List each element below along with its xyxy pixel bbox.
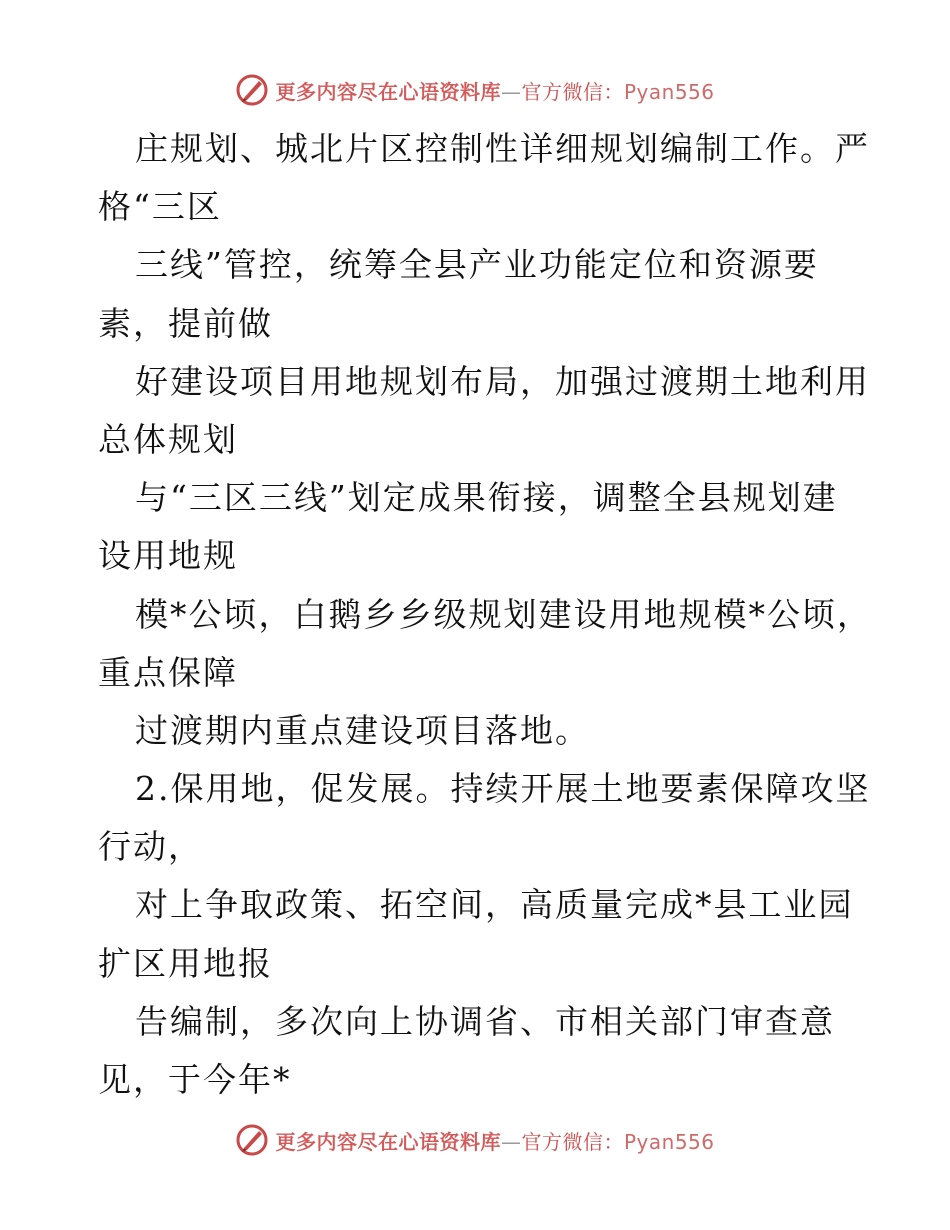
watermark-wechat-label: 官方微信： [521, 1129, 624, 1154]
text-line: 对上争取政策、拓空间，高质量完成*县工业园 [135, 885, 854, 925]
text-line: 总体规划 [98, 419, 238, 459]
watermark-text [275, 1126, 714, 1155]
text-line: 告编制，多次向上协调省、市相关部门审查意 [135, 1001, 835, 1041]
watermark-wechat-id: Pyan556 [623, 79, 715, 104]
watermark-brand: 更多内容尽在心语资料库 [275, 79, 501, 104]
text-line: 行动， [98, 827, 203, 867]
document-body [98, 120, 872, 1109]
watermark-wechat-label: 官方微信： [521, 79, 624, 104]
text-line: 庄规划、城北片区控制性详细规划编制工作。严 [135, 129, 870, 168]
text-line: 过渡期内重点建设项目落地。 [135, 710, 590, 750]
footer-watermark [0, 1120, 950, 1160]
header-watermark [0, 70, 950, 110]
watermark-brand: 更多内容尽在心语资料库 [275, 1129, 501, 1154]
watermark-wechat-id: Pyan556 [623, 1129, 715, 1154]
text-line: 设用地规 [98, 536, 238, 576]
text-line: 2.保用地，促发展。持续开展土地要素保障攻坚 [135, 769, 871, 809]
text-line: 重点保障 [98, 652, 238, 692]
text-line: 格“三区 [98, 187, 222, 227]
watermark-separator: — [500, 1129, 522, 1154]
quill-pen-logo-icon [235, 1123, 269, 1157]
text-line: 与“三区三线”划定成果衔接，调整全县规划建 [135, 478, 838, 518]
text-line: 见，于今年* [98, 1060, 292, 1099]
watermark-separator: — [500, 79, 522, 104]
text-line: 模*公顷，白鹅乡乡级规划建设用地规模*公顷， [135, 594, 872, 634]
text-line: 扩区用地报 [98, 943, 273, 983]
watermark-text [275, 76, 714, 105]
text-line: 三线”管控，统筹全县产业功能定位和资源要 [135, 245, 819, 285]
text-line: 好建设项目用地规划布局，加强过渡期土地利用 [135, 361, 870, 401]
quill-pen-logo-icon [235, 73, 269, 107]
text-line: 素，提前做 [98, 303, 273, 343]
